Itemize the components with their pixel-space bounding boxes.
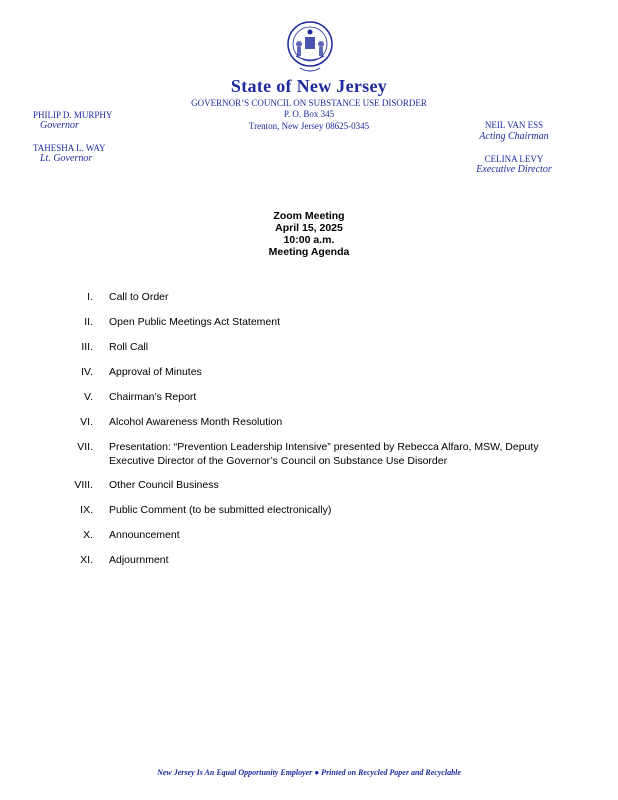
- chairman-name: NEIL VAN ESS: [484, 120, 544, 130]
- governor-title: Governor: [40, 120, 79, 131]
- state-title: State of New Jersey: [230, 76, 388, 96]
- agenda-text: Open Public Meetings Act Statement: [109, 316, 281, 328]
- agenda-number: I.: [87, 291, 93, 303]
- agenda-number: V.: [84, 391, 93, 403]
- meeting-type: Zoom Meeting: [273, 210, 345, 222]
- po-box: P. O. Box 345: [283, 109, 335, 119]
- agenda-number: XI.: [80, 554, 93, 566]
- agenda-number: III.: [81, 341, 93, 353]
- council-name: GOVERNOR’S COUNCIL ON SUBSTANCE USE DISORDER: [191, 98, 427, 108]
- agenda-text: Public Comment (to be submitted electronically): [109, 504, 332, 516]
- agenda-number: VII.: [77, 441, 93, 453]
- director-title: Executive Director: [476, 164, 552, 175]
- agenda-number: IX.: [80, 504, 93, 516]
- agenda-text: Alcohol Awareness Month Resolution: [109, 416, 283, 428]
- agenda-text: Call to Order: [109, 291, 169, 303]
- footer-text: New Jersey Is An Equal Opportunity Employer ● Printed on Recycled Paper and Recyclable: [157, 768, 461, 777]
- agenda-number: VI.: [80, 416, 93, 428]
- agenda-text: Announcement: [109, 529, 180, 541]
- lt-governor-title: Lt. Governor: [40, 153, 93, 164]
- agenda-text: Roll Call: [109, 341, 149, 353]
- agenda-heading: Meeting Agenda: [268, 246, 350, 258]
- director-name: CELINA LEVY: [484, 154, 544, 164]
- state-seal-icon: [286, 20, 334, 76]
- agenda-text: Adjournment: [109, 554, 169, 566]
- agenda-number: II.: [84, 316, 93, 328]
- agenda-text: Chairman’s Report: [109, 391, 197, 403]
- agenda-number: VIII.: [74, 479, 93, 491]
- agenda-number: X.: [83, 529, 93, 541]
- agenda-text: Presentation: “Prevention Leadership Intensive” presented by Rebecca Alfaro, MSW, Deputy Executive Director of the Governor’s Council on Substance Use Disorder: [109, 441, 539, 467]
- lt-governor-name: TAHESHA L. WAY: [33, 143, 106, 153]
- meeting-date: April 15, 2025: [275, 222, 343, 234]
- meeting-info: [0, 210, 618, 258]
- agenda-text: Other Council Business: [109, 479, 219, 491]
- agenda-text: Approval of Minutes: [109, 366, 202, 378]
- governor-name: PHILIP D. MURPHY: [33, 110, 113, 120]
- agenda-number: IV.: [81, 366, 93, 378]
- chairman-title: Acting Chairman: [479, 131, 549, 142]
- city-address: Trenton, New Jersey 08625-0345: [248, 121, 370, 131]
- meeting-time: 10:00 a.m.: [283, 234, 335, 246]
